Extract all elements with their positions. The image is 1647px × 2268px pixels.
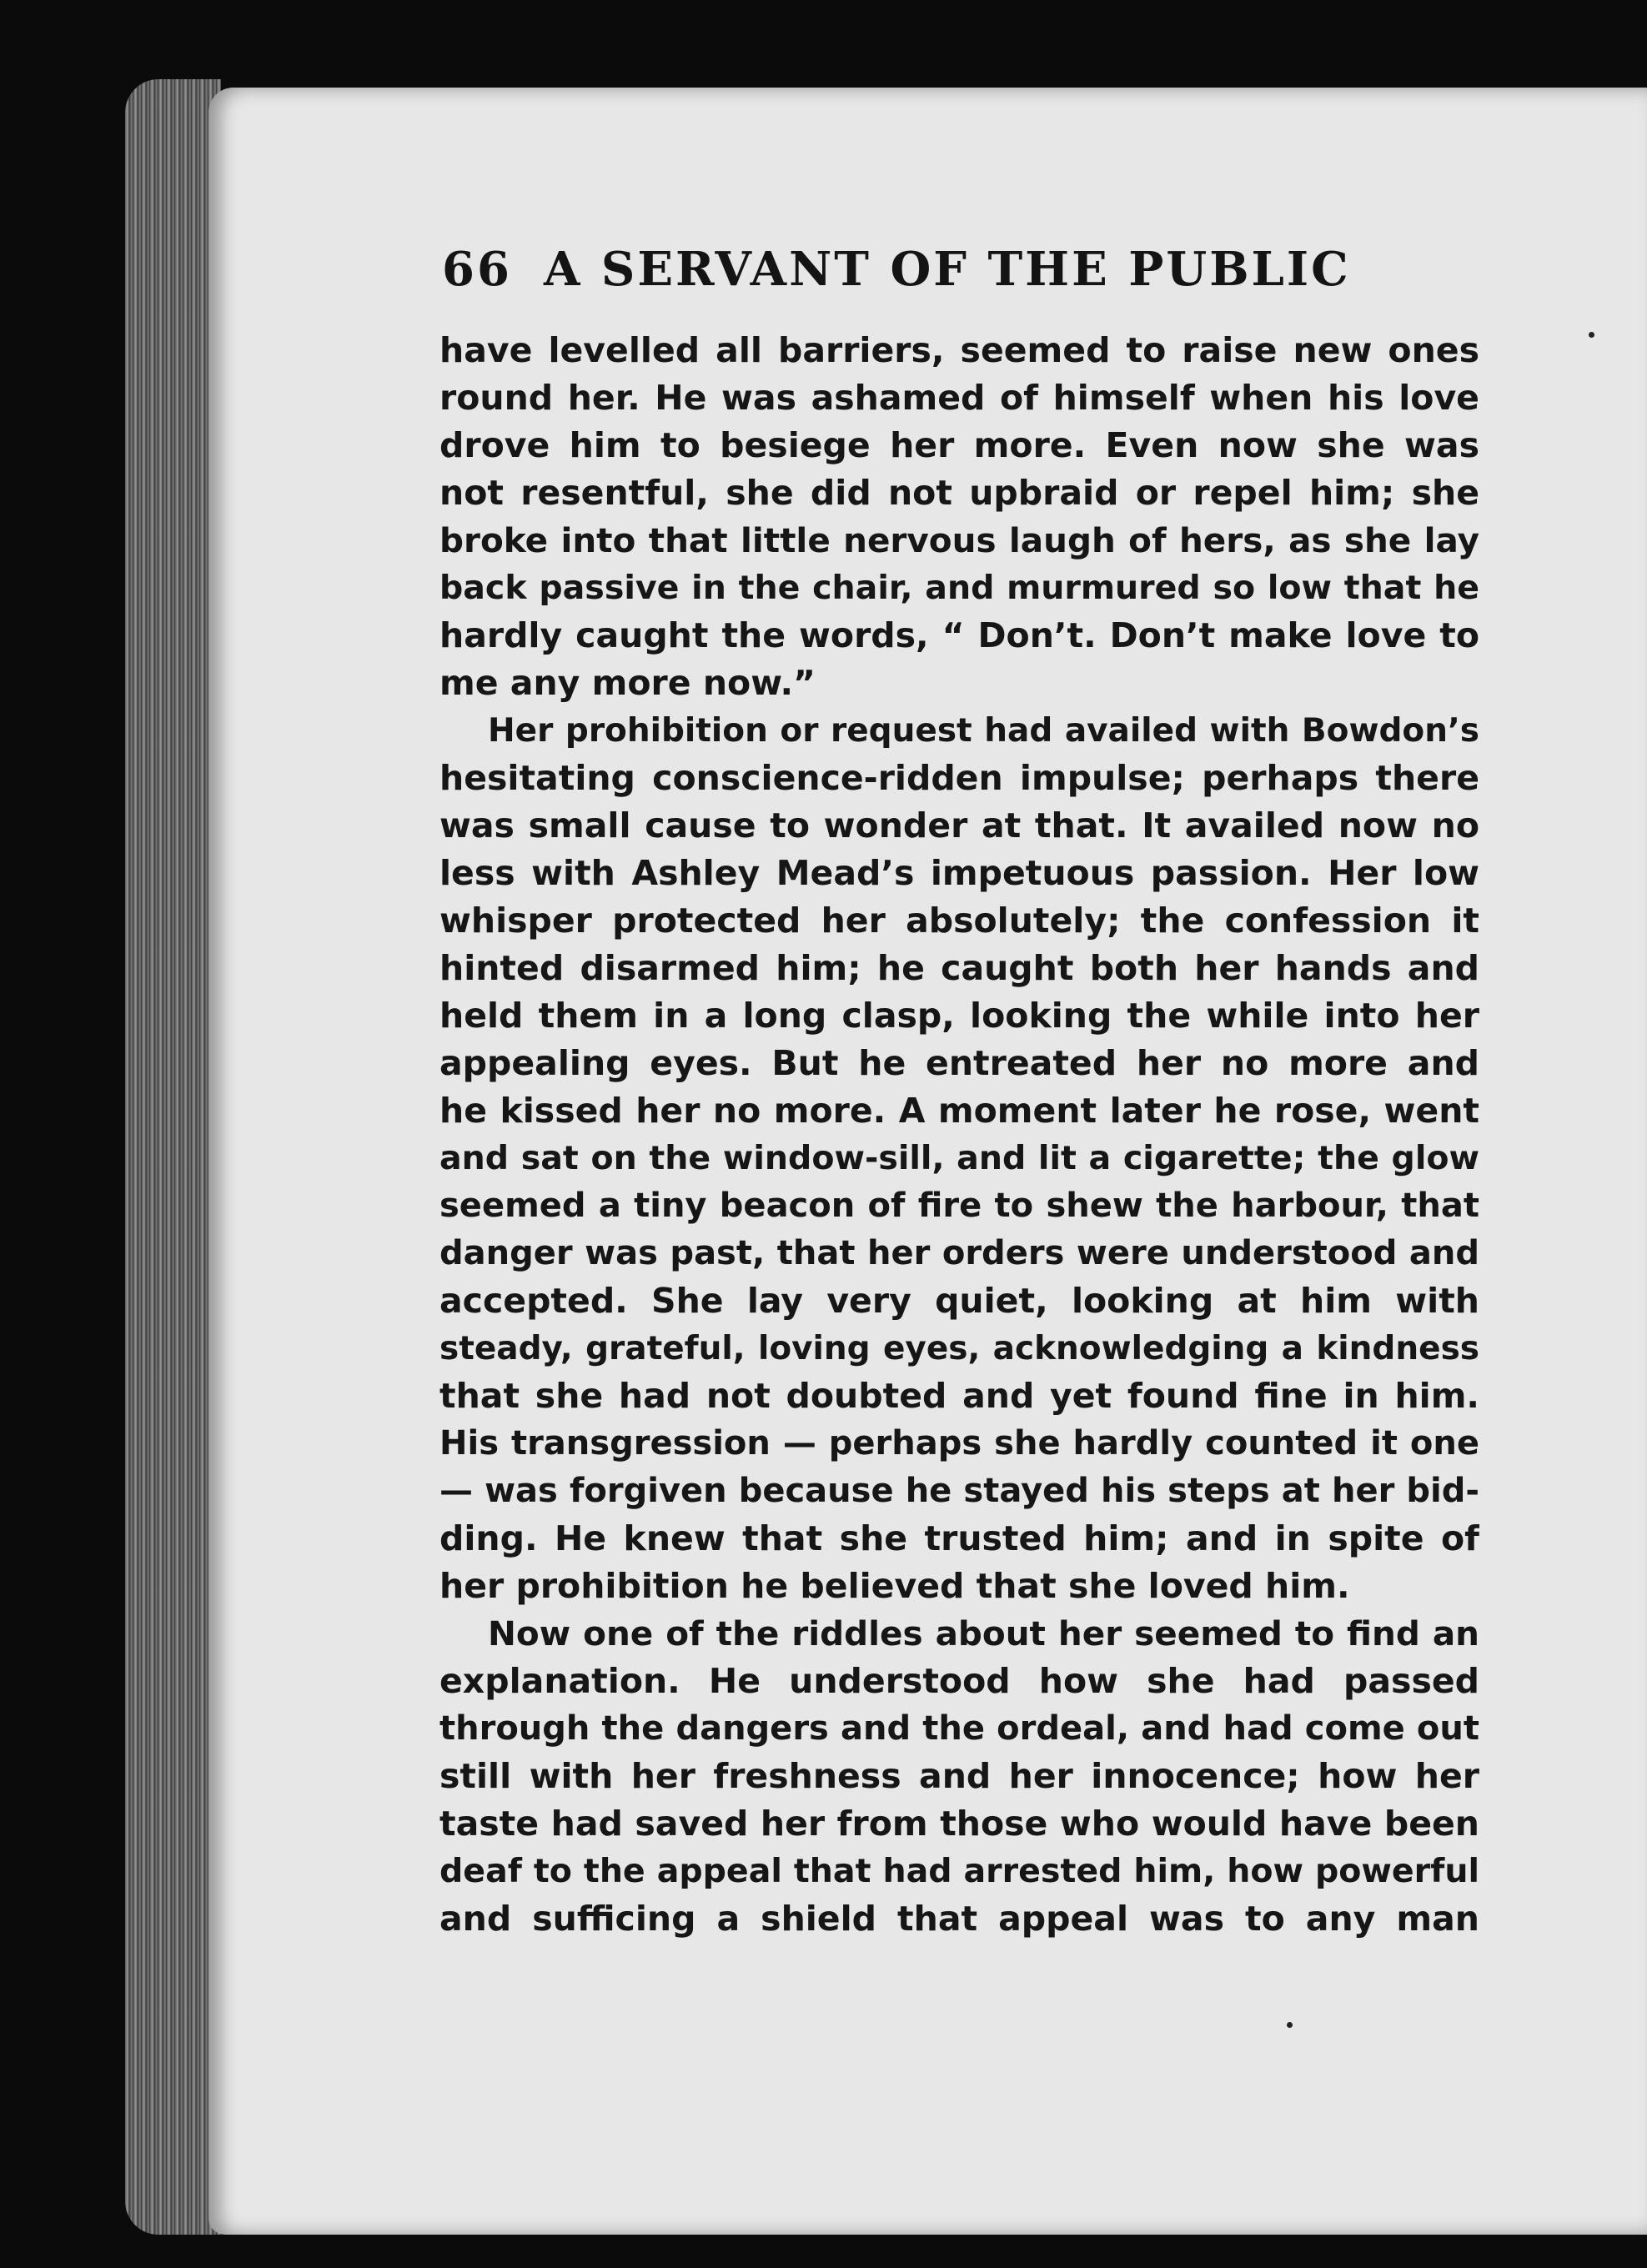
text-line: that she had not doubted and yet found fine in him. (439, 1376, 1479, 1416)
text-line: round her. He was ashamed of himself when his love (439, 378, 1479, 418)
text-line: appealing eyes. But he entreated her no more and (439, 1043, 1479, 1083)
text-line: and sufficing a shield that appeal was to any man (439, 1899, 1479, 1939)
text-line: accepted. She lay very quiet, looking at him with (439, 1281, 1479, 1321)
text-line: back passive in the chair, and murmured so low that he (439, 569, 1479, 607)
text-line: explanation. He understood how she had passed (439, 1661, 1479, 1701)
text-line: broke into that little nervous laugh of hers, as she lay (439, 520, 1479, 560)
text-line: whisper protected her absolutely; the confession it (439, 901, 1479, 941)
scan-speck (1589, 332, 1594, 338)
text-line: not resentful, she did not upbraid or repel him; she (439, 473, 1479, 513)
text-line: deaf to the appeal that had arrested him, how powerful (439, 1852, 1479, 1890)
book-page-edges (125, 79, 221, 2235)
running-header (442, 242, 1480, 309)
text-line: have levelled all barriers, seemed to raise new ones (439, 330, 1479, 370)
body-text (439, 327, 1479, 1943)
text-line: — was forgiven because he stayed his steps at her bid- (439, 1472, 1479, 1510)
scan-speck (1287, 2022, 1293, 2028)
text-line: me any more now.” (439, 663, 816, 703)
text-line: and sat on the window-sill, and lit a cigarette; the glow (439, 1139, 1479, 1177)
text-line: Now one of the riddles about her seemed to find an (488, 1613, 1479, 1653)
text-line: taste had saved her from those who would have been (439, 1804, 1479, 1844)
text-line: less with Ashley Mead’s impetuous passion. Her low (439, 853, 1479, 893)
text-line: danger was past, that her orders were understood and (439, 1234, 1479, 1272)
text-line: His transgression — perhaps she hardly counted it one (439, 1424, 1479, 1463)
text-line: seemed a tiny beacon of fire to shew the harbour, that (439, 1187, 1479, 1225)
text-line: hinted disarmed him; he caught both her hands and (439, 948, 1479, 988)
text-line: her prohibition he believed that she loved him. (439, 1566, 1350, 1606)
text-line: steady, grateful, loving eyes, acknowledging a kindness (439, 1330, 1479, 1367)
text-line: hardly caught the words, “ Don’t. Don’t make love to (439, 615, 1479, 655)
page-number: 66 (442, 242, 512, 297)
text-line: was small cause to wonder at that. It availed now no (439, 805, 1479, 845)
text-line: Her prohibition or request had availed with Bowdon’s (488, 712, 1479, 750)
text-line: hesitating conscience-ridden impulse; perhaps there (439, 758, 1479, 798)
text-line: held them in a long clasp, looking the while into her (439, 996, 1479, 1036)
text-line: he kissed her no more. A moment later he rose, went (439, 1091, 1479, 1131)
text-line: drove him to besiege her more. Even now she was (439, 425, 1479, 465)
text-line: still with her freshness and her innocence; how her (439, 1756, 1479, 1796)
text-line: through the dangers and the ordeal, and had come out (439, 1709, 1479, 1748)
running-title: A SERVANT OF THE PUBLIC (543, 242, 1351, 297)
text-line: ding. He knew that she trusted him; and in spite of (439, 1518, 1479, 1558)
